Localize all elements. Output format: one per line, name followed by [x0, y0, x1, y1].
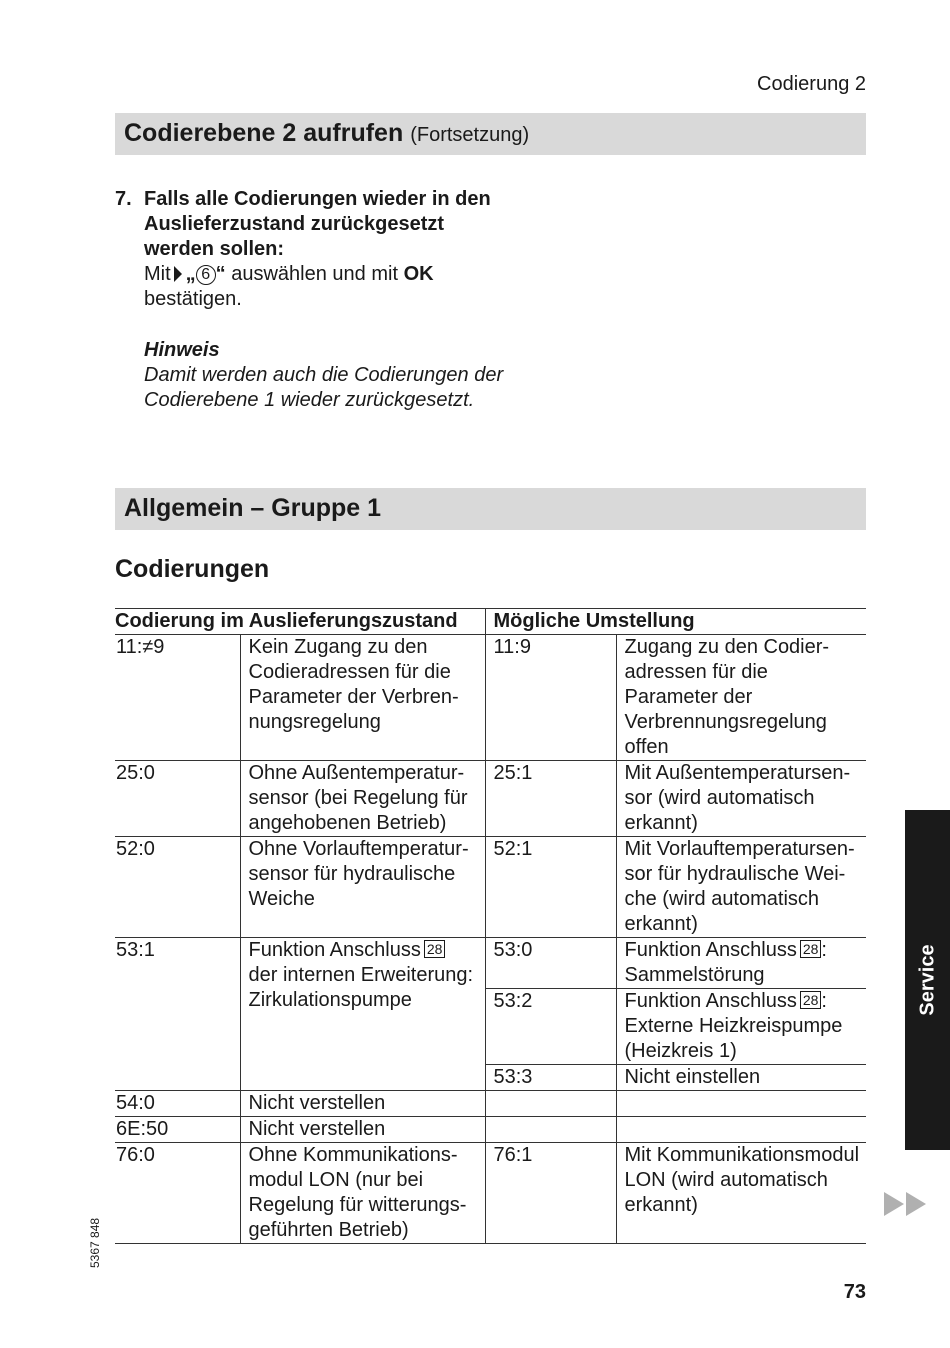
cell-new-desc: Mit Vorlauftemperatursensor für hydraulische Weiche (wird automatisch erkannt) — [616, 837, 866, 938]
step-number: 7. — [115, 188, 132, 210]
table-header-row — [115, 609, 866, 635]
cell-new-desc — [616, 1091, 866, 1117]
cell-desc: Ohne Vorlauftemperatursensor für hydraulische Weiche — [240, 837, 485, 938]
cell-desc: Funktion Anschluss 28 der internen Erweiterung: Zirkulationspumpe — [240, 938, 485, 1091]
table-row — [115, 761, 866, 837]
triangle-right-icon — [174, 266, 182, 282]
cell-desc: Kein Zugang zu den Codieradressen für die Parameter der Verbrennungsregelung — [240, 635, 485, 761]
cell-new-desc — [616, 1117, 866, 1143]
doc-number: 5367 848 — [88, 1217, 102, 1268]
section-title-suffix: (Fortsetzung) — [410, 124, 530, 146]
cell-desc: Ohne Kommunikationsmodul LON (nur bei Regelung für witterungsgeführten Betrieb) — [240, 1143, 485, 1244]
cell-code: 76:0 — [115, 1143, 240, 1244]
cell-new-desc: Mit Außentemperatursensor (wird automatisch erkannt) — [616, 761, 866, 837]
terminal-number-box: 28 — [800, 991, 822, 1009]
table-row — [115, 1091, 866, 1117]
cell-new-code: 76:1 — [485, 1143, 616, 1244]
cell-new-desc: Mit Kommunikationsmodul LON (wird automatisch erkannt) — [616, 1143, 866, 1244]
table-row — [115, 635, 866, 761]
cell-code: 54:0 — [115, 1091, 240, 1117]
hint-note — [144, 338, 504, 413]
section-band-allgemein — [115, 488, 866, 530]
cell-desc: Nicht verstellen — [240, 1091, 485, 1117]
service-tab-label: Service — [916, 944, 938, 1016]
table-row — [115, 1117, 866, 1143]
running-head: Codierung 2 — [757, 73, 866, 95]
table-row — [115, 938, 866, 989]
step-action: Mit „ 6 “ auswählen und mit OK — [144, 263, 434, 285]
cell-code: 6E:50 — [115, 1117, 240, 1143]
section-title-text: Codierebene 2 aufrufen — [124, 119, 404, 147]
terminal-number-box: 28 — [800, 940, 822, 958]
cell-new-code: 53:2 — [485, 989, 616, 1065]
page-number: 73 — [843, 1281, 866, 1303]
cell-new-code — [485, 1117, 616, 1143]
step-7 — [115, 187, 495, 312]
table-row — [115, 837, 866, 938]
section-title — [124, 119, 529, 148]
cell-new-desc: Zugang zu den Codieradressen für die Parameter der Verbrennungsregelung offen — [616, 635, 866, 761]
header-possible-change: Mögliche Umstellung — [485, 609, 866, 635]
cell-code: 25:0 — [115, 761, 240, 837]
hint-text: Damit werden auch die Codierungen der Codierebene 1 wieder zurückgesetzt. — [144, 364, 504, 411]
coding-table — [115, 608, 866, 1244]
service-tab — [905, 810, 950, 1150]
terminal-number-box: 28 — [424, 940, 446, 958]
cell-desc: Ohne Außentemperatursensor (bei Regelung für angehobenen Betrieb) — [240, 761, 485, 837]
cell-code: 53:1 — [115, 938, 240, 1091]
cell-new-code: 11:9 — [485, 635, 616, 761]
cell-new-desc: Nicht einstellen — [616, 1065, 866, 1091]
cell-new-code: 53:3 — [485, 1065, 616, 1091]
section-title: Allgemein – Gruppe 1 — [124, 494, 382, 522]
ok-key: OK — [403, 263, 434, 285]
circled-number: 6 — [196, 265, 216, 285]
double-arrow-right-icon — [884, 1192, 928, 1221]
codierungen-heading: Codierungen — [115, 555, 270, 583]
cell-new-desc: Funktion Anschluss 28 : Externe Heizkreispumpe (Heizkreis 1) — [616, 989, 866, 1065]
cell-new-desc: Funktion Anschluss 28 : Sammelstörung — [616, 938, 866, 989]
cell-new-code: 25:1 — [485, 761, 616, 837]
cell-new-code — [485, 1091, 616, 1117]
cell-desc: Nicht verstellen — [240, 1117, 485, 1143]
cell-code: 11:≠9 — [115, 635, 240, 761]
cell-code: 52:0 — [115, 837, 240, 938]
step-action-end: bestätigen. — [144, 288, 242, 310]
cell-new-code: 53:0 — [485, 938, 616, 989]
step-instruction: Falls alle Codierungen wieder in den Auslieferzustand zurückgesetzt werden sollen: — [144, 188, 491, 260]
hint-title: Hinweis — [144, 339, 220, 361]
cell-new-code: 52:1 — [485, 837, 616, 938]
header-default-coding: Codierung im Auslieferungszustand — [115, 609, 485, 635]
section-band-codierebene — [115, 113, 866, 155]
table-row — [115, 1143, 866, 1244]
